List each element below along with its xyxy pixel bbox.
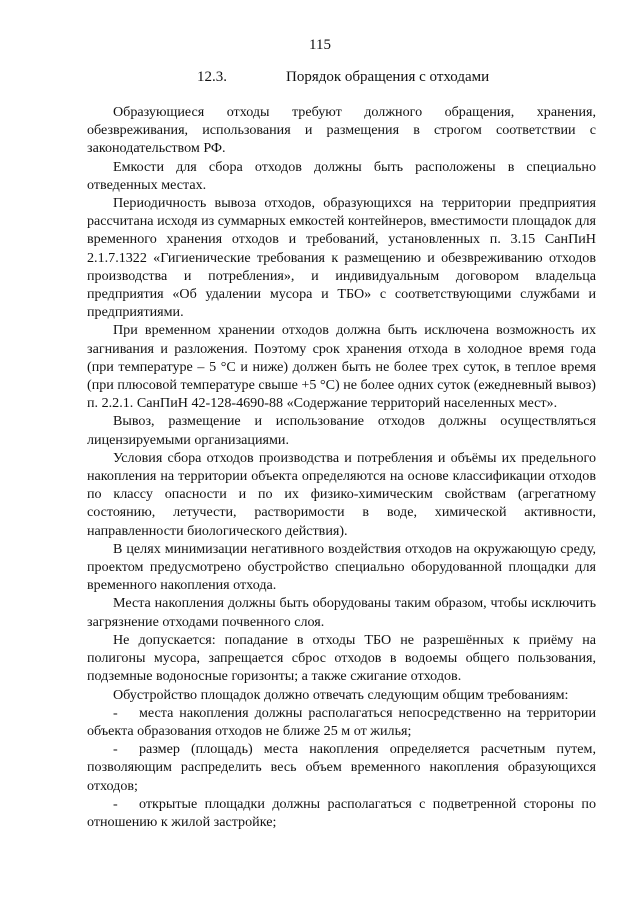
section-number: 12.3. (197, 69, 227, 85)
list-item (87, 704, 596, 740)
list-marker: - (113, 704, 118, 721)
paragraph: При временном хранении отходов должна быть исключена возможность их загнивания и разложения. Поэтому срок хранения отхода в холодное время года (при температуре – 5 °С и ниже) должен быть не более трех суток, в теплое время (при плюсовой температуре свыше +5 °С) не более одних суток (ежедневный вывоз) п. 2.2.1. СанПиН 42-128-4690-88 «Содержание территорий населенных мест». (87, 322, 596, 412)
list-item (87, 795, 596, 831)
paragraph: Вывоз, размещение и использование отходов должны осуществляться лицензируемыми организациями. (87, 413, 596, 448)
page-number: 115 (309, 37, 331, 53)
section-title: Порядок обращения с отходами (286, 69, 490, 85)
list-marker: - (113, 741, 118, 758)
paragraph: Емкости для сбора отходов должны быть расположены в специально отведенных местах. (87, 158, 596, 193)
list-item-text: места накопления должны располагаться непосредственно на территории объекта образования отходов не ближе 25 м от жилья; (87, 704, 596, 739)
paragraph: Не допускается: попадание в отходы ТБО не разрешённых к приёму на полигоны мусора, запрещается сброс отходов в водоемы общего пользования, подземные водоносные горизонты; а также сжигание отходов. (87, 631, 596, 685)
paragraph: Обустройство площадок должно отвечать следующим общим требованиям: (113, 686, 569, 703)
paragraph: Периодичность вывоза отходов, образующихся на территории предприятия рассчитана исходя из суммарных емкостей контейнеров, вместимости площадок для временного хранения отходов и требований, установленных п. 3.15 СанПиН 2.1.7.1322 «Гигиенические требования к размещению и обезвреживанию отходов производства и потребления», и индивидуальным договором владельца предприятия «Об удалении мусора и ТБО» с соответствующими службами и предприятиями. (87, 195, 596, 321)
paragraph: В целях минимизации негативного воздействия отходов на окружающую среду, проектом предусмотрено обустройство специально оборудованной площадки для временного накопления отхода. (87, 540, 596, 594)
paragraph: Условия сбора отходов производства и потребления и объёмы их предельного накопления на территории объекта определяются на основе классификации отходов по классу опасности и по их физико-химическим свойствам (агрегатному состоянию, летучести, растворимости в воде, химической активности, направленности биологического действия). (87, 449, 596, 539)
list-item (87, 740, 596, 795)
section-heading (0, 68, 640, 86)
document-body (87, 103, 596, 831)
paragraph: Образующиеся отходы требуют должного обращения, хранения, обезвреживания, использования и размещения в строгом соответствии с законодательством РФ. (87, 104, 596, 157)
paragraph: Места накопления должны быть оборудованы таким образом, чтобы исключить загрязнение отходами почвенного слоя. (87, 595, 596, 630)
list-item-text: открытые площадки должны располагаться с подветренной стороны по отношению к жилой застройке; (87, 795, 596, 830)
list-marker: - (113, 795, 118, 812)
list-item-text: размер (площадь) места накопления определяется расчетным путем, позволяющим распределить весь объем временного накопления образующихся отходов; (87, 741, 596, 794)
